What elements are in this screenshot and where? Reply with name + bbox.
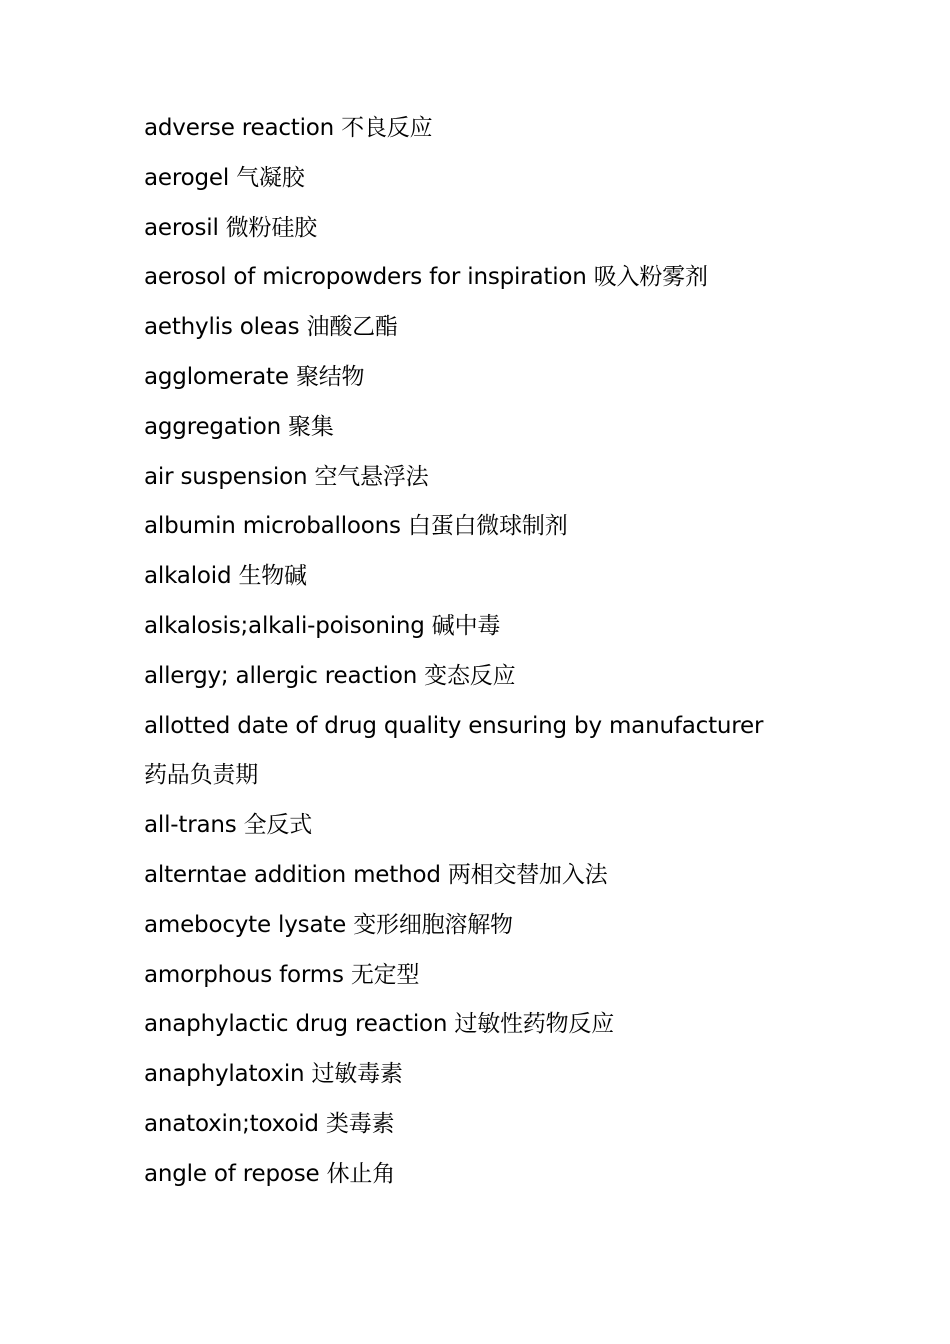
glossary-entry: allergy; allergic reaction 变态反应 xyxy=(144,662,516,689)
glossary-entry: aerosol of micropowders for inspiration 吸入粉雾剂 xyxy=(144,264,708,291)
glossary-entry: agglomerate 聚结物 xyxy=(144,363,365,390)
glossary-entry: alkaloid 生物碱 xyxy=(144,563,307,590)
glossary-entry: albumin microballoons 白蛋白微球制剂 xyxy=(144,513,568,540)
glossary-entry: anaphylatoxin 过敏毒素 xyxy=(144,1061,403,1088)
glossary-entry: alkalosis;alkali-poisoning 碱中毒 xyxy=(144,612,501,639)
glossary-entry: alterntae addition method 两相交替加入法 xyxy=(144,861,608,888)
glossary-entry: aggregation 聚集 xyxy=(144,413,334,440)
glossary-entry: anatoxin;toxoid 类毒素 xyxy=(144,1110,395,1137)
glossary-entry: air suspension 空气悬浮法 xyxy=(144,463,429,490)
glossary-entry: aerogel 气凝胶 xyxy=(144,164,305,191)
glossary-entry: amebocyte lysate 变形细胞溶解物 xyxy=(144,911,513,938)
glossary-entry: angle of repose 休止角 xyxy=(144,1160,396,1187)
glossary-list xyxy=(144,104,844,1200)
glossary-entry: aerosil 微粉硅胶 xyxy=(144,214,317,241)
glossary-entry: all-trans 全反式 xyxy=(144,812,313,839)
glossary-entry: allotted date of drug quality ensuring by manufacturer xyxy=(144,712,764,739)
glossary-entry: amorphous forms 无定型 xyxy=(144,961,420,988)
glossary-entry: aethylis oleas 油酸乙酯 xyxy=(144,314,398,341)
glossary-entry: adverse reaction 不良反应 xyxy=(144,115,433,141)
glossary-entry: anaphylactic drug reaction 过敏性药物反应 xyxy=(144,1011,615,1038)
glossary-entry-continuation: 药品负责期 xyxy=(144,762,259,789)
